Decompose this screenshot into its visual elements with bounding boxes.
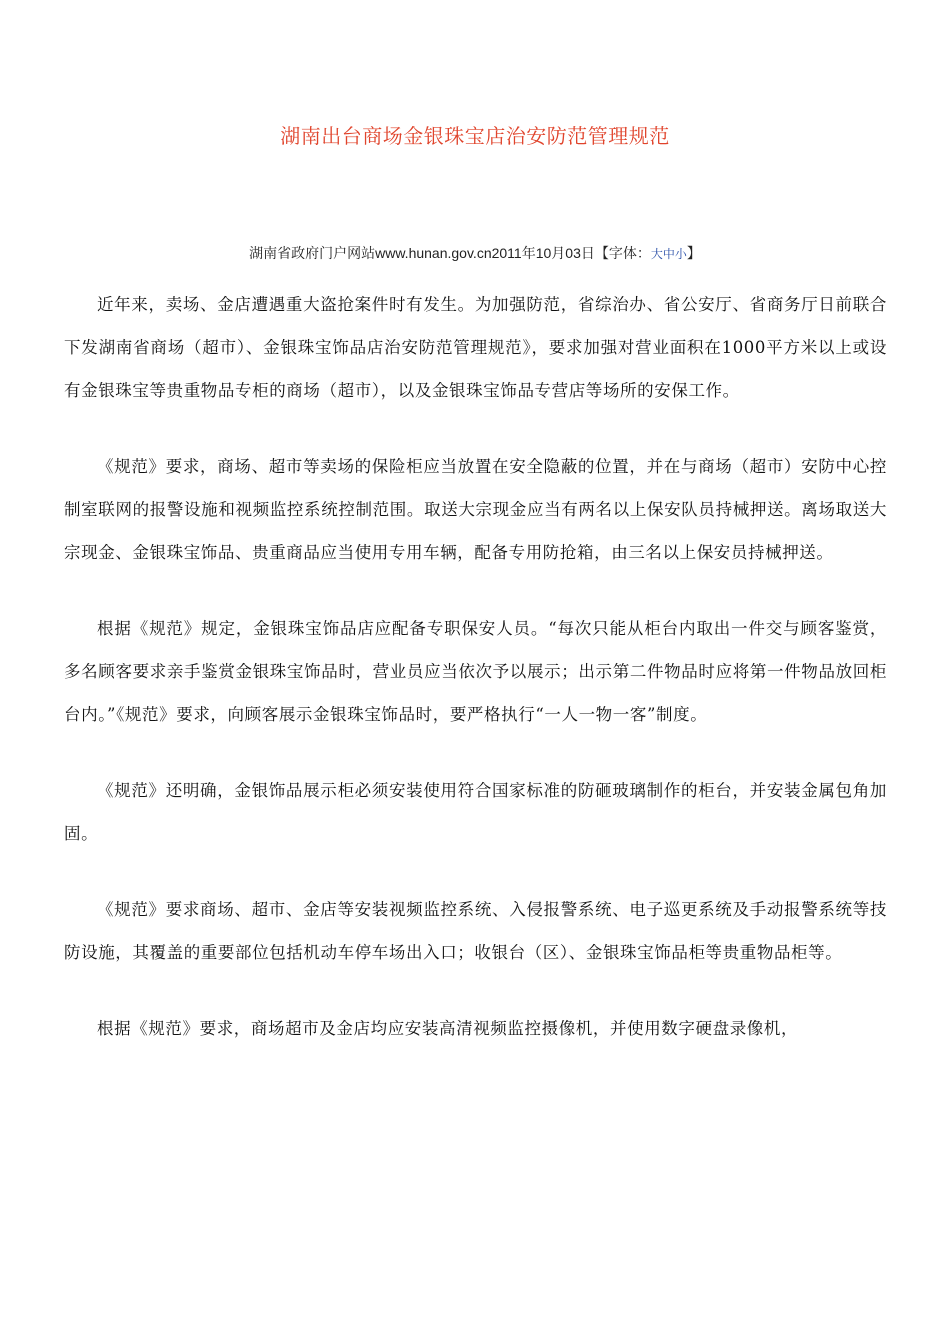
paragraph: 根据《规范》要求，商场超市及金店均应安装高清视频监控摄像机，并使用数字硬盘录像机， <box>97 1019 799 1038</box>
paragraph: 《规范》还明确，金银饰品展示柜必须安装使用符合国家标准的防砸玻璃制作的柜台，并安装金属包角加固。 <box>64 781 887 843</box>
publish-date: 2011年10月03日 <box>491 245 595 261</box>
paragraph: 《规范》要求商场、超市、金店等安装视频监控系统、入侵报警系统、电子巡更系统及手动报警系统等技防设施，其覆盖的重要部位包括机动车停车场出入口；收银台（区）、金银珠宝饰品柜等贵重物品柜等。 <box>64 900 887 962</box>
font-size-label-open: 【字体： <box>594 246 651 262</box>
font-size-options[interactable]: 大中小 <box>650 247 687 261</box>
paragraph: 近年来，卖场、金店遭遇重大盗抢案件时有发生。为加强防范，省综治办、省公安厅、省商务厅日前联合下发湖南省商场（超市）、金银珠宝饰品店治安防范管理规范》，要求加强对营业面积在1000平方米以上或设有金银珠宝等贵重物品专柜的商场（超市），以及金银珠宝饰品专营店等场所的安保工作。 <box>64 295 887 400</box>
paragraph: 根据《规范》规定，金银珠宝饰品店应配备专职保安人员。“每次只能从柜台内取出一件交与顾客鉴赏，多名顾客要求亲手鉴赏金银珠宝饰品时，营业员应当依次予以展示；出示第二件物品时应将第一件物品放回柜台内。”《规范》要求，向顾客展示金银珠宝饰品时，要严格执行“一人一物一客”制度。 <box>64 619 887 724</box>
paragraph: 《规范》要求，商场、超市等卖场的保险柜应当放置在安全隐蔽的位置，并在与商场（超市）安防中心控制室联网的报警设施和视频监控系统控制范围。取送大宗现金应当有两名以上保安队员持械押送。离场取送大宗现金、金银珠宝饰品、贵重商品应当使用专用车辆，配备专用防抢箱，由三名以上保安员持械押送。 <box>64 457 887 562</box>
font-size-label-close: 】 <box>686 246 701 262</box>
article-meta <box>0 243 950 264</box>
article-body <box>64 283 887 1083</box>
source-url[interactable]: www.hunan.gov.cn <box>375 245 492 261</box>
source-name: 湖南省政府门户网站 <box>249 246 376 262</box>
page-title: 湖南出台商场金银珠宝店治安防范管理规范 <box>280 124 670 148</box>
